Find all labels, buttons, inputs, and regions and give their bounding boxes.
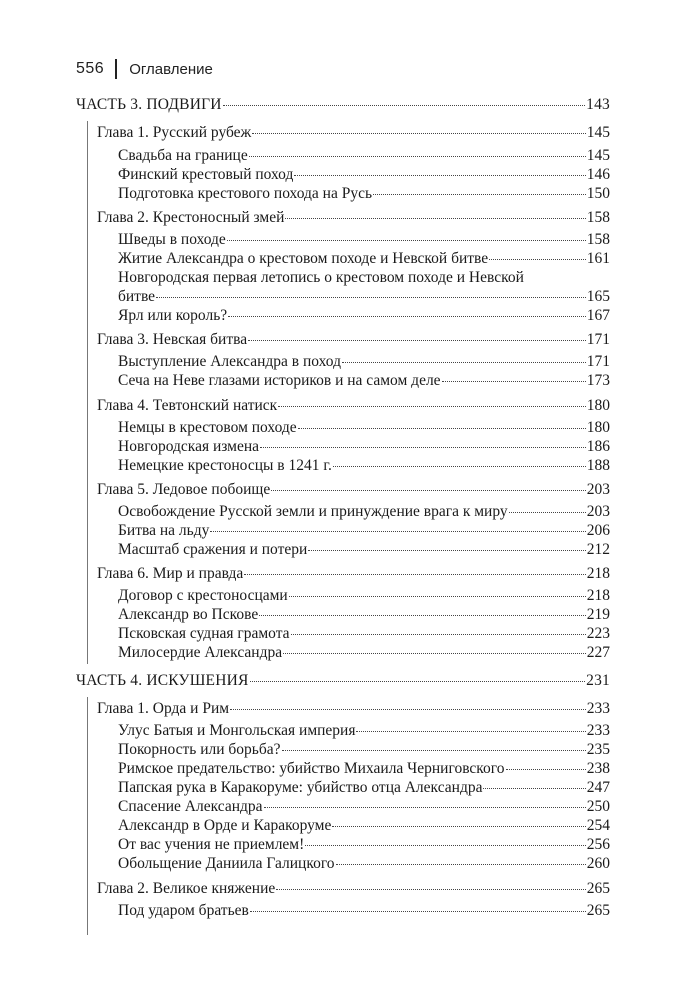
toc-title: Новгородская измена — [118, 438, 260, 455]
leader-dots — [506, 769, 586, 770]
leader-dots — [244, 574, 585, 575]
toc-page: 167 — [586, 307, 610, 324]
toc-section[interactable] — [118, 372, 610, 390]
leader-dots — [305, 845, 585, 846]
toc-page: 250 — [586, 798, 610, 815]
toc-section[interactable] — [118, 185, 610, 203]
toc-title: Финский крестовый поход — [118, 166, 294, 183]
toc-title: Папская рука в Каракоруме: убийство отца Александра — [118, 779, 483, 796]
toc-title: Александр во Пскове — [118, 606, 259, 623]
toc-page: 233 — [586, 722, 610, 739]
toc-title: битве — [118, 288, 156, 305]
toc-page: 254 — [586, 817, 610, 834]
toc-section[interactable] — [118, 836, 610, 854]
toc-title: Выступление Александра в поход — [118, 353, 341, 370]
toc-title: Глава 3. Невская битва — [97, 331, 248, 348]
toc-page: 203 — [586, 481, 610, 498]
toc-page: 206 — [586, 522, 610, 539]
leader-dots — [259, 615, 586, 616]
toc-section[interactable] — [118, 353, 610, 371]
toc-section[interactable] — [118, 419, 610, 437]
leader-dots — [294, 175, 585, 176]
toc-page: 180 — [586, 419, 610, 436]
toc-title: Глава 1. Русский рубеж — [97, 124, 252, 141]
toc-chapter[interactable] — [97, 880, 610, 898]
leader-dots — [210, 531, 585, 532]
toc-section[interactable] — [118, 855, 610, 873]
toc-page: 233 — [586, 700, 610, 717]
toc-section[interactable] — [118, 307, 610, 325]
leader-dots — [278, 406, 586, 407]
toc-page: 173 — [586, 372, 610, 389]
leader-dots — [260, 447, 586, 448]
toc-page: 212 — [586, 541, 610, 558]
toc-title: Ярл или король? — [118, 307, 228, 324]
toc-page: 256 — [586, 836, 610, 853]
toc-section[interactable] — [118, 798, 610, 816]
toc-page: 218 — [586, 565, 610, 582]
toc-page: 231 — [586, 672, 610, 689]
leader-dots — [227, 240, 586, 241]
toc-section[interactable] — [118, 438, 610, 456]
page-number: 556 — [76, 60, 105, 77]
leader-dots — [291, 634, 586, 635]
leader-dots — [483, 788, 585, 789]
leader-dots — [250, 911, 586, 912]
toc-title: Подготовка крестового похода на Русь — [118, 185, 373, 202]
leader-dots — [230, 709, 586, 710]
toc-page: 145 — [586, 124, 610, 141]
leader-dots — [271, 490, 586, 491]
toc-section[interactable] — [118, 166, 610, 184]
running-title: Оглавление — [129, 60, 213, 78]
toc-title: Шведы в походе — [118, 231, 226, 248]
leader-dots — [333, 466, 586, 467]
leader-dots — [283, 653, 586, 654]
toc-page: 161 — [586, 250, 610, 267]
toc-section[interactable] — [118, 644, 610, 662]
toc-section[interactable] — [118, 625, 610, 643]
toc-section[interactable] — [118, 541, 610, 559]
toc-page: 145 — [586, 147, 610, 164]
toc-title: Глава 5. Ледовое побоище — [97, 481, 271, 498]
toc-page: 235 — [586, 741, 610, 758]
toc-title: Житие Александра о крестовом походе и Невской битве — [118, 250, 489, 267]
leader-dots — [289, 596, 586, 597]
leader-dots — [276, 889, 585, 890]
toc-page: 150 — [586, 185, 610, 202]
toc-title: Римское предательство: убийство Михаила Черниговского — [118, 760, 505, 777]
leader-dots — [298, 428, 586, 429]
toc-chapter[interactable] — [97, 700, 610, 718]
toc-page: 158 — [586, 231, 610, 248]
toc-page: 223 — [586, 625, 610, 642]
toc-section[interactable] — [118, 231, 610, 249]
toc-title: ЧАСТЬ 3. ПОДВИГИ — [76, 96, 222, 113]
leader-dots — [356, 731, 585, 732]
toc-title: Немцы в крестовом походе — [118, 419, 297, 436]
leader-dots — [308, 550, 585, 551]
toc-section[interactable] — [118, 741, 610, 759]
toc-page: 238 — [586, 760, 610, 777]
toc-title: Договор с крестоносцами — [118, 587, 288, 604]
toc-title: Глава 4. Тевтонский натиск — [97, 397, 278, 414]
toc-page: 227 — [586, 644, 610, 661]
toc-section[interactable] — [118, 288, 610, 306]
leader-dots — [489, 259, 586, 260]
toc-title: Псковская судная грамота — [118, 625, 290, 642]
toc-section[interactable] — [118, 457, 610, 475]
leader-dots — [250, 681, 586, 682]
toc-title: Сеча на Неве глазами историков и на самом деле — [118, 372, 441, 389]
toc-page: 247 — [586, 779, 610, 796]
toc-page: 219 — [586, 606, 610, 623]
leader-dots — [248, 340, 586, 341]
toc-page: 260 — [586, 855, 610, 872]
leader-dots — [336, 864, 586, 865]
toc-title: Битва на льду — [118, 522, 210, 539]
toc-title: Немецкие крестоносцы в 1241 г. — [118, 457, 332, 474]
leader-dots — [332, 826, 585, 827]
toc-section[interactable] — [118, 250, 610, 268]
toc-chapter[interactable] — [97, 481, 610, 499]
toc-page: 265 — [586, 880, 610, 897]
toc-title: Свадьба на границе — [118, 147, 248, 164]
toc-page: 203 — [586, 503, 610, 520]
toc-page: 165 — [586, 288, 610, 305]
toc-title: Освобождение Русской земли и принуждение врага к миру — [118, 503, 508, 520]
leader-dots — [249, 156, 586, 157]
leader-dots — [342, 362, 586, 363]
toc-title: Покорность или борьба? — [118, 741, 281, 758]
toc-page: 158 — [586, 209, 610, 226]
toc-title: Обольщение Даниила Галицкого — [118, 855, 335, 872]
leader-dots — [285, 218, 585, 219]
leader-dots — [282, 750, 586, 751]
toc-part-4[interactable] — [76, 672, 610, 690]
toc-title: Глава 2. Великое княжение — [97, 880, 276, 897]
toc-page: 186 — [586, 438, 610, 455]
toc-section-line1[interactable]: Новгородская первая летопись о крестовом походе и Невской — [118, 269, 524, 286]
toc-title: Глава 6. Мир и правда — [97, 565, 244, 582]
toc-section[interactable] — [118, 522, 610, 540]
toc-chapter[interactable] — [97, 331, 610, 349]
leader-dots — [252, 133, 585, 134]
toc-title: Спасение Александра — [118, 798, 263, 815]
toc-title: Масштаб сражения и потери — [118, 541, 308, 558]
toc-section[interactable] — [118, 606, 610, 624]
leader-dots — [264, 807, 586, 808]
leader-dots — [228, 316, 586, 317]
page-header — [76, 58, 213, 80]
toc-section[interactable] — [118, 722, 610, 740]
toc-page: 146 — [586, 166, 610, 183]
toc-page: 218 — [586, 587, 610, 604]
leader-dots — [509, 512, 586, 513]
part-4-vertical-rule — [87, 697, 88, 935]
toc-section[interactable] — [118, 760, 610, 778]
toc-section[interactable] — [118, 779, 610, 797]
toc-title: Милосердие Александра — [118, 644, 283, 661]
toc-chapter[interactable] — [97, 209, 610, 227]
toc-section[interactable] — [118, 817, 610, 835]
toc-section[interactable] — [118, 902, 610, 920]
toc-page: 265 — [586, 902, 610, 919]
toc-title: Александр в Орде и Каракоруме — [118, 817, 332, 834]
toc-part-3[interactable] — [76, 96, 610, 114]
toc-title: От вас учения не приемлем! — [118, 836, 305, 853]
toc-chapter[interactable] — [97, 565, 610, 583]
leader-dots — [373, 194, 586, 195]
toc-page: 143 — [586, 96, 610, 113]
toc-chapter[interactable] — [97, 124, 610, 142]
toc-page: 171 — [586, 331, 610, 348]
header-divider — [115, 59, 117, 79]
part-3-vertical-rule — [87, 121, 88, 664]
toc-page: 180 — [586, 397, 610, 414]
leader-dots — [156, 297, 586, 298]
toc-title: Улус Батыя и Монгольская империя — [118, 722, 356, 739]
toc-section[interactable] — [118, 587, 610, 605]
toc-section[interactable] — [118, 503, 610, 521]
toc-title: ЧАСТЬ 4. ИСКУШЕНИЯ — [76, 672, 249, 689]
toc-page: 171 — [586, 353, 610, 370]
toc-page: 188 — [586, 457, 610, 474]
toc-title: Под ударом братьев — [118, 902, 249, 919]
toc-title: Глава 2. Крестоносный змей — [97, 209, 285, 226]
toc-chapter[interactable] — [97, 397, 610, 415]
toc-section[interactable] — [118, 147, 610, 165]
leader-dots — [223, 105, 585, 106]
toc-title: Глава 1. Орда и Рим — [97, 700, 230, 717]
leader-dots — [442, 381, 586, 382]
